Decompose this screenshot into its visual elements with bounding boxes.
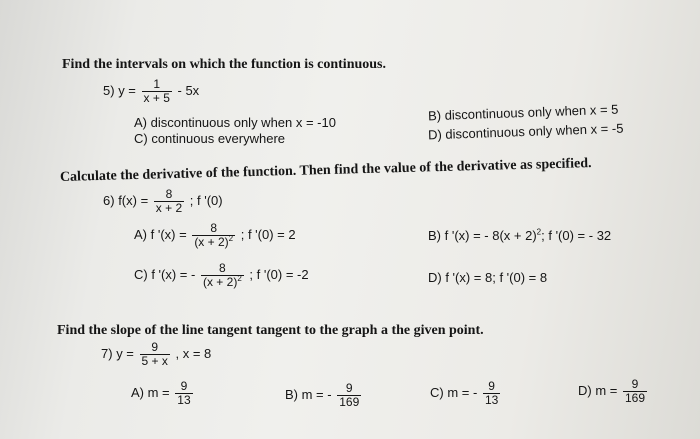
fraction xyxy=(192,222,235,249)
fraction-denominator xyxy=(201,275,244,289)
choice-5d[interactable]: D) discontinuous only when x = -5 xyxy=(427,120,624,143)
fraction-denominator: x + 5 xyxy=(143,91,170,105)
problem-suffix: ; f '(0) xyxy=(189,192,223,208)
fraction-denominator: 169 xyxy=(339,395,360,409)
fraction-denominator: 13 xyxy=(177,393,191,407)
exponent: 2 xyxy=(237,274,242,283)
choice-prefix: A) m = xyxy=(131,384,170,400)
fraction xyxy=(623,378,647,405)
choice-prefix: B) f '(x) = - 8(x + 2) xyxy=(428,228,537,243)
fraction xyxy=(154,188,184,215)
choice-prefix: A) f '(x) = xyxy=(134,226,187,242)
fraction-numerator: 9 xyxy=(631,377,639,391)
fraction-numerator: 9 xyxy=(488,379,495,393)
section-2-heading: Calculate the derivative of the function. Then find the value of the derivative as specified. xyxy=(59,156,592,185)
fraction-numerator: 9 xyxy=(151,340,159,354)
fraction-numerator: 9 xyxy=(345,381,353,395)
choice-6c[interactable] xyxy=(134,262,309,289)
fraction xyxy=(175,380,192,407)
fraction xyxy=(201,262,244,289)
problem-prefix: f(x) = xyxy=(118,192,149,208)
choice-5b[interactable]: B) discontinuous only when x = 5 xyxy=(427,101,619,124)
fraction-numerator: 8 xyxy=(210,221,218,235)
fraction xyxy=(483,380,500,407)
choice-prefix: C) f '(x) = - xyxy=(134,266,196,282)
fraction-numerator: 1 xyxy=(153,77,161,91)
choice-suffix: ; f '(0) = - 32 xyxy=(541,228,612,243)
fraction-numerator: 9 xyxy=(180,379,188,393)
choice-prefix: D) m = xyxy=(578,382,618,398)
problem-suffix: , x = 8 xyxy=(175,345,212,361)
choice-5a[interactable]: A) discontinuous only when x = -10 xyxy=(134,115,336,130)
problem-number: 7) xyxy=(101,345,113,361)
fraction xyxy=(140,341,170,368)
choice-prefix: B) m = - xyxy=(285,386,332,402)
denominator-base: (x + 2) xyxy=(194,235,229,249)
choice-7c[interactable] xyxy=(430,380,502,407)
fraction-denominator: 169 xyxy=(625,391,646,405)
exponent: 2 xyxy=(536,227,542,237)
choice-6d[interactable]: D) f '(x) = 8; f '(0) = 8 xyxy=(428,270,548,285)
choice-5c[interactable]: C) continuous everywhere xyxy=(134,131,286,146)
denominator-base: (x + 2) xyxy=(202,275,238,289)
problem-number: 6) xyxy=(103,192,115,208)
section-3-heading: Find the slope of the line tangent tangent to the graph a the given point. xyxy=(57,323,484,338)
problem-5 xyxy=(103,78,199,105)
section-1-heading: Find the intervals on which the function is continuous. xyxy=(62,57,386,72)
fraction-denominator: 13 xyxy=(484,393,499,407)
problem-7 xyxy=(101,341,211,368)
choice-suffix: ; f '(0) = -2 xyxy=(249,266,309,282)
problem-suffix: - 5x xyxy=(177,82,200,98)
fraction-denominator: x + 2 xyxy=(155,201,183,215)
choice-7a[interactable] xyxy=(131,380,195,407)
choice-prefix: C) m = - xyxy=(430,384,478,400)
choice-suffix: ; f '(0) = 2 xyxy=(240,226,296,242)
choice-6b[interactable] xyxy=(428,228,611,243)
fraction xyxy=(337,382,361,409)
choice-7b[interactable] xyxy=(285,382,363,409)
problem-prefix: y = xyxy=(118,82,136,98)
fraction xyxy=(142,78,172,105)
problem-prefix: y = xyxy=(116,345,134,361)
fraction-denominator: 5 + x xyxy=(141,354,168,368)
fraction-denominator xyxy=(192,235,235,249)
fraction-numerator: 8 xyxy=(219,261,226,275)
choice-6a[interactable] xyxy=(134,222,296,249)
problem-6 xyxy=(103,188,223,215)
bleed-through-text xyxy=(395,30,398,42)
fraction-numerator: 8 xyxy=(165,187,173,201)
choice-7d[interactable] xyxy=(578,378,649,405)
problem-number: 5) xyxy=(103,82,115,98)
exponent: 2 xyxy=(228,234,234,243)
